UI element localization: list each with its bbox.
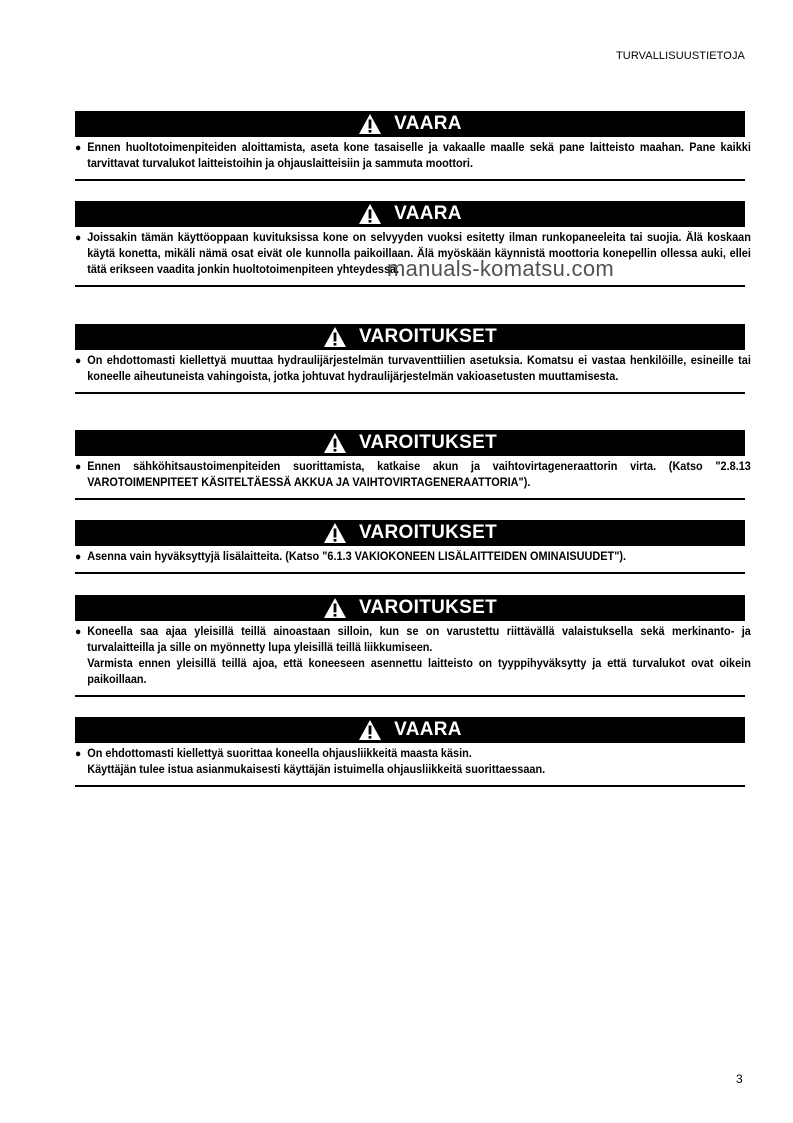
- notice-item: [75, 459, 751, 491]
- running-header: TURVALLISUUSTIETOJA: [615, 50, 745, 62]
- notice-text: Varmista ennen yleisillä teillä ajoa, että koneeseen asennettu laitteisto on tyyppihyväksytty ja että turvalukot ovat oikein paikoillaan.: [87, 657, 751, 686]
- notice-text: On ehdottomasti kiellettyä muuttaa hydraulijärjestelmän turvaventtiilien asetuksia. Komatsu ei vastaa henkilöille, esineille tai koneelle aiheutuneista vahingoista, jotka johtuvat hydraulijärjestelmän vakioasetusten muuttamisesta.: [87, 354, 751, 383]
- notice-header-bar: [75, 520, 745, 546]
- warning-notice: [75, 520, 745, 574]
- bullet-icon: ●: [75, 355, 82, 367]
- notice-header-bar: [75, 111, 745, 137]
- notice-header-bar: [75, 430, 745, 456]
- warning-triangle-icon: [323, 326, 347, 348]
- notice-type-label: VAROITUKSET: [358, 597, 498, 618]
- notice-item: [75, 353, 751, 385]
- notice-type-label: VAROITUKSET: [358, 326, 498, 347]
- notice-item: [75, 624, 751, 688]
- warning-notice: [75, 430, 751, 500]
- danger-notice: [75, 201, 751, 287]
- notice-body: [75, 227, 751, 287]
- notice-type-label: VAROITUKSET: [358, 522, 498, 543]
- notice-item: [75, 746, 751, 778]
- warning-triangle-icon: [323, 597, 347, 619]
- notice-text: On ehdottomasti kiellettyä suorittaa koneella ohjausliikkeitä maasta käsin.: [87, 747, 472, 760]
- warning-triangle-icon: [358, 203, 382, 225]
- warning-triangle-icon: [323, 522, 347, 544]
- notice-body: [75, 137, 751, 181]
- danger-notice: [75, 111, 751, 181]
- bullet-icon: ●: [75, 551, 82, 563]
- warning-notice: [75, 324, 751, 394]
- notice-text: Joissakin tämän käyttöoppaan kuvituksissa kone on selvyyden vuoksi esitetty ilman runkopaneeleita tai suojia. Älä koskaan käytä konetta, mikäli nämä osat eivät ole kunnolla paikoillaan. Älä myöskään käynnistä moottoria konepellin ollessa auki, ellei tätä erikseen vaadita jonkin huoltotoimenpiteen yhteydessä.: [87, 231, 751, 276]
- notice-type-label: VAROITUKSET: [358, 432, 498, 453]
- bullet-icon: ●: [75, 626, 82, 638]
- notice-body: [75, 350, 751, 394]
- notice-type-label: VAARA: [394, 113, 462, 134]
- notice-text: Käyttäjän tulee istua asianmukaisesti käyttäjän istuimella ohjausliikkeitä suorittaessaan.: [87, 763, 546, 776]
- bullet-icon: ●: [75, 142, 82, 154]
- warning-triangle-icon: [358, 719, 382, 741]
- notice-header-bar: [75, 201, 745, 227]
- notice-body: [75, 621, 751, 697]
- notice-type-label: VAARA: [394, 719, 462, 740]
- bullet-icon: ●: [75, 748, 82, 760]
- notice-body: [75, 456, 751, 500]
- notice-body: [75, 743, 745, 787]
- notice-header-bar: [75, 324, 745, 350]
- notice-body: [75, 546, 745, 574]
- bullet-icon: ●: [75, 461, 82, 473]
- warning-notice: [75, 595, 751, 697]
- warning-triangle-icon: [323, 432, 347, 454]
- notice-text: Koneella saa ajaa yleisillä teillä ainoastaan silloin, kun se on varustettu riittävällä valaistuksella sekä merkinanto- ja turvalaitteilla ja sille on myönnetty lupa yleisillä teillä liikkumiseen.: [87, 625, 751, 654]
- page-number: 3: [736, 1072, 743, 1086]
- warning-triangle-icon: [358, 113, 382, 135]
- bullet-icon: ●: [75, 232, 82, 244]
- notice-header-bar: [75, 595, 745, 621]
- watermark: manuals-komatsu.com: [387, 256, 614, 281]
- notice-type-label: VAARA: [394, 203, 462, 224]
- notice-text: Ennen sähköhitsaustoimenpiteiden suorittamista, katkaise akun ja vaihtovirtageneraattorin virta. (Katso "2.8.13 VAROTOIMENPITEET KÄSITELTÄESSÄ AKKUA JA VAIHTOVIRTAGENERAATTORIA").: [87, 460, 751, 489]
- notice-text: Asenna vain hyväksyttyjä lisälaitteita. (Katso "6.1.3 VAKIOKONEEN LISÄLAITTEIDEN OMINAISUUDET").: [87, 550, 627, 563]
- notice-header-bar: [75, 717, 745, 743]
- notice-item: [75, 140, 751, 172]
- danger-notice: [75, 717, 745, 787]
- notice-item: [75, 549, 751, 565]
- notice-text: Ennen huoltotoimenpiteiden aloittamista, aseta kone tasaiselle ja vakaalle maalle sekä pane laitteisto maahan. Pane kaikki tarvittavat turvalukot laitteistoihin ja ohjauslaitteisiin ja sammuta moottori.: [87, 141, 751, 170]
- notice-item: [75, 230, 751, 278]
